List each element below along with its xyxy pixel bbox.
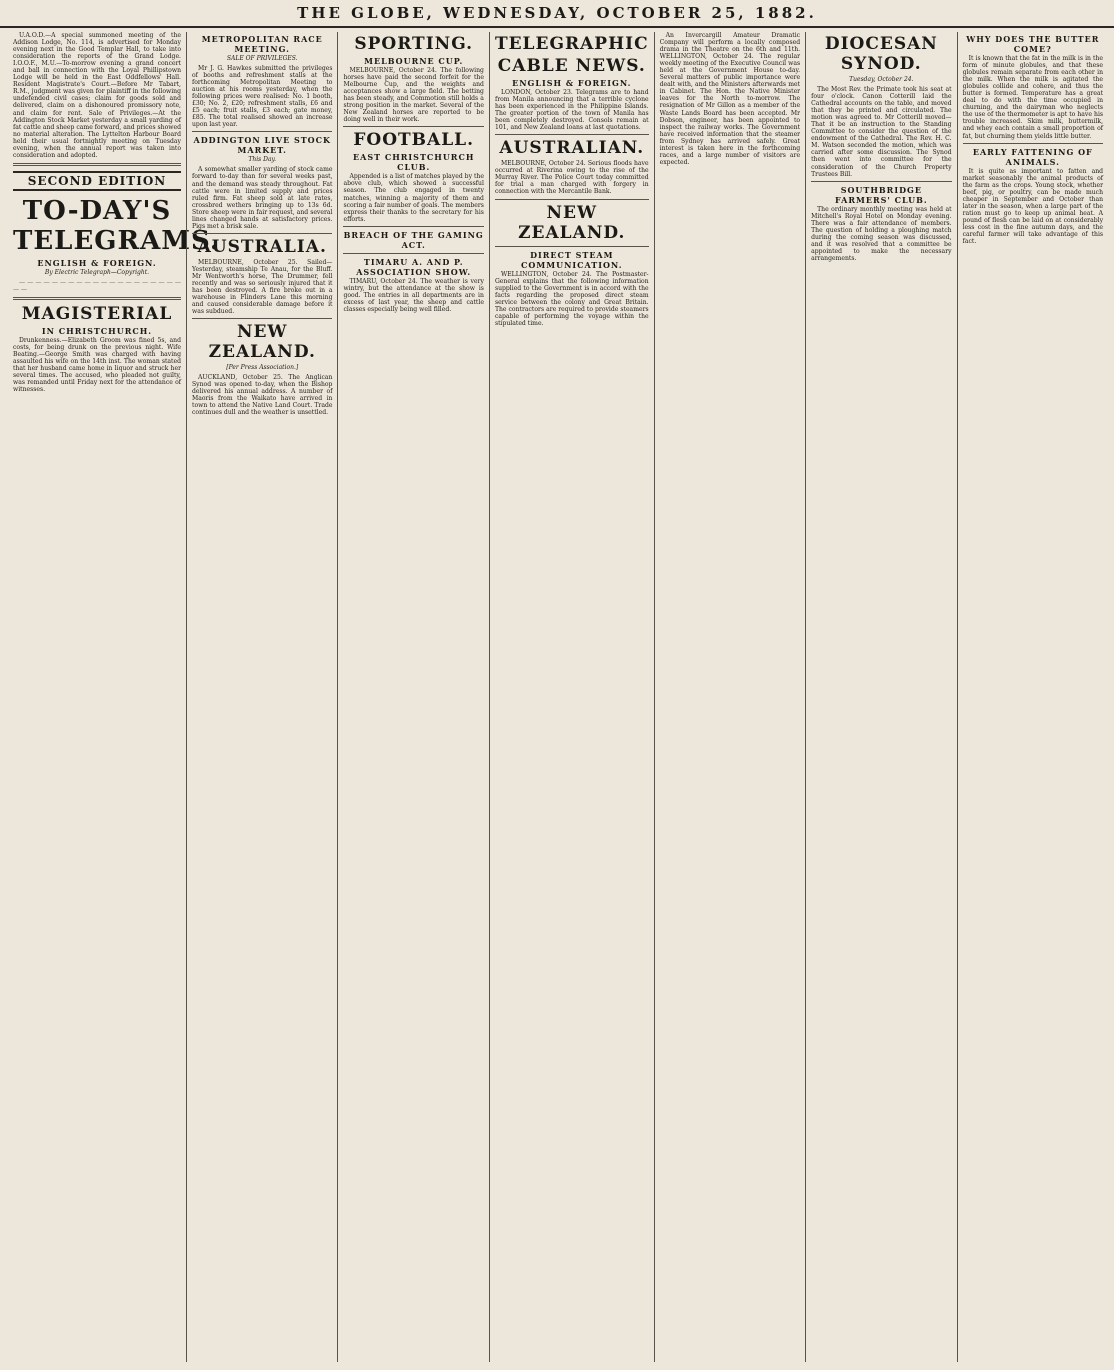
gaming-act-heading: BREACH OF THE GAMING ACT. xyxy=(343,229,484,250)
diocesan-synod-heading: DIOCESAN SYNOD. xyxy=(824,34,938,74)
new-zealand-heading-2: NEW ZEALAND. xyxy=(518,202,626,243)
southbridge-text: The ordinary monthly meeting was held at Mitchell's Royal Hotel on Monday evening. There was a fair attendance of members. The question of holding a ploughing match during the coming season was discussed, and it was resolved that a committee be appointed to make the necessary arrangements. xyxy=(811,205,952,262)
direct-steam-text: WELLINGTON, October 24. The Postmaster-General explains that the following information supplied to the Government is in accord with the facts regarding the proposed direct steam service between the colony and Great Britain. The contractors are required to provide steamers capable of performing the voyage within the stipulated time. xyxy=(494,270,649,327)
butter-heading: WHY DOES THE BUTTER COME? xyxy=(966,34,1100,54)
football-text: Appended is a list of matches played by the above club, which showed a successful season. The club engaged in twenty matches, winning a majority of them and scoring a fair number of goals. The members express their thanks to the secretary for his efforts. xyxy=(343,173,484,223)
press-association-line: [Per Press Association.] xyxy=(226,364,299,372)
australia-text: MELBOURNE, October 25. Sailed—Yesterday, steamship Te Anau, for the Bluff. Mr Wentworth's horse, The Drummer, fell recently and was so seriously injured that it has been destroyed. A fire broke out in a warehouse in Flinders Lane this morning and caused considerable damage before it was subdued. xyxy=(192,258,333,316)
christchurch-subheading: IN CHRISTCHURCH. xyxy=(41,325,153,336)
magisterial-heading: MAGISTERIAL xyxy=(21,303,173,324)
direct-steam-heading: DIRECT STEAM COMMUNICATION. xyxy=(521,249,623,270)
new-zealand-text: AUCKLAND, October 25. The Anglican Synod was opened to-day, when the Bishop delivered his annual address. A number of Maoris from the Waikato have arrived in town to attend the Native Land Court. Trade continues dull and the weather is unsettled. xyxy=(192,374,333,417)
column-6 xyxy=(805,32,956,1362)
masthead-title: THE GLOBE, WEDNESDAY, OCTOBER 25, 1882. xyxy=(297,4,817,22)
sporting-heading: SPORTING. xyxy=(354,34,474,54)
telegrams-heading: TO-DAY'S TELEGRAMS. xyxy=(13,195,220,256)
fattening-heading: EARLY FATTENING OF ANIMALS. xyxy=(972,146,1093,167)
butter-text: It is known that the fat in the milk is in the form of minute globules, and that these globules remain separate from each other in the milk. When the milk is agitated the globules collide and cohere, and thus the butter is formed. Temperature has a great deal to do with the time occupied in churning, and the dairyman who neglects the use of the thermometer is apt to have his trouble increased. Skim milk, buttermilk, and whey each contain a small proportion of fat, but churning them yields little butter. xyxy=(962,55,1104,140)
column-5 xyxy=(654,32,805,1362)
australian-heading: AUSTRALIAN. xyxy=(499,138,645,159)
new-zealand-heading: NEW ZEALAND. xyxy=(208,322,316,363)
column-2 xyxy=(186,32,337,1362)
australia-heading: AUSTRALIA. xyxy=(197,236,327,257)
cable-news-text: LONDON, October 23. Telegrams are to hand from Manila announcing that a terrible cyclone has been experienced in the Philippine Islands. The greater portion of the town of Manila has been completely destroyed. Consols remain at 101, and New Zealand loans at last quotations. xyxy=(494,89,649,132)
metropolitan-race-heading: METROPOLITAN RACE MEETING. xyxy=(201,34,323,54)
addington-heading: ADDINGTON LIVE STOCK MARKET. xyxy=(193,135,331,156)
synod-date-line: Tuesday, October 24. xyxy=(849,76,914,83)
sale-privileges-subheading: SALE OF PRIVILEGES. xyxy=(226,55,298,62)
column-7 xyxy=(957,32,1108,1362)
masthead xyxy=(0,0,1114,28)
second-edition-heading: SECOND EDITION xyxy=(13,171,181,191)
column-3 xyxy=(337,32,488,1362)
local-news-text: U.A.O.D.—A special summoned meeting of the Addison Lodge, No. 114, is advertised for Monday evening next in the Good Templar Hall, to take into consideration the reports of the Grand Lodge. I.O.O.F., M.U.—To-morrow evening a grand concert and ball in connection with the Loyal Phillipstown Lodge will be held in the East Oddfellows' Hall. Resident Magistrate's Court.—Before Mr Tabart, R.M., judgment was given for plaintiff in the following undefended civil cases; claim for goods sold and delivered, claim on a dishonoured promissory note, and claim for rent. Sale of Privileges.—At the Addington Stock Market yesterday a small yarding of fat cattle and sheep came forward, and prices showed no material alteration. The Lyttelton Harbour Board held their usual fortnightly meeting on Tuesday evening, when the annual report was taken into consideration and adopted. xyxy=(13,32,181,159)
this-day-line: This Day. xyxy=(248,156,277,164)
east-christchurch-heading: EAST CHRISTCHURCH CLUB. xyxy=(353,152,475,173)
column-1 xyxy=(8,32,220,1362)
fattening-text: It is quite as important to fatten and market seasonably the animal products of the farm as the crops. Young stock, whether beef, pig, or poultry, can be made much cheaper in September and October than later in the season, when a large part of the ration must go to keep up animal heat. A pound of flesh can be laid on at considerably less cost in the fine autumn days, and the careful farmer will take advantage of this fact. xyxy=(962,167,1104,246)
copyright-line: By Electric Telegraph—Copyright. xyxy=(44,268,150,276)
telegraphic-heading: TELEGRAPHIC xyxy=(494,34,649,54)
timaru-show-text: TIMARU, October 24. The weather is very wintry, but the attendance at the show is good. The entries in all departments are in excess of last year, the sheep and cattle classes especially being well filled. xyxy=(343,277,484,313)
magisterial-text: Drunkenness.—Elizabeth Groom was fined 5s, and costs, for being drunk on the previous night. Wife Beating.—George Smith was charged with having assaulted his wife on the 14th inst. The woman stated that her husband came home in liquor and struck her several times. The accused, who pleaded not guilty, was remanded until Friday next for the attendance of witnesses. xyxy=(13,336,181,394)
english-foreign-heading: ENGLISH & FOREIGN. xyxy=(37,257,157,268)
melbourne-cup-heading: MELBOURNE CUP. xyxy=(364,56,464,66)
race-text: Mr J. G. Hawkes submitted the privileges of booths and refreshment stalls at the forthcoming Metropolitan Meeting to auction at his rooms yesterday, when the following prices were realised: No. 1 booth, £30; No. 2, £20; refreshment stalls, £6 and £5 each; fruit stalls, £3 each; gate money, £85. The total realised showed an increase upon last year. xyxy=(192,65,333,129)
football-heading: FOOTBALL. xyxy=(353,130,475,151)
wellington-news-text: An Invercargill Amateur Dramatic Company will perform a locally composed drama in the Theatre on the 6th and 11th. WELLINGTON, October 24. The regular weekly meeting of the Executive Council was held at the Government House to-day. Several matters of public importance were dealt with, and the Ministers afterwards met in Cabinet. The Hon. the Native Minister leaves for the North to-morrow. The resignation of Mr Gillon as a member of the Waste Lands Board has been accepted. Mr Dobson, engineer, has been appointed to inspect the railway works. The Government have received information that the steamer from Sydney has arrived safely. Great interest is taken here in the forthcoming races, and a large number of visitors are expected. xyxy=(659,32,801,166)
addington-text: A somewhat smaller yarding of stock came forward to-day than for several weeks past, and the demand was steady throughout. Fat cattle were in limited supply and prices ruled firm. Fat sheep sold at late rates, crossbred wethers bringing up to 13s 6d. Store sheep were in fair request, and several lines changed hands at satisfactory prices. Pigs met a brisk sale. xyxy=(192,166,333,230)
australian-text: MELBOURNE, October 24. Serious floods have occurred at Riverina owing to the rise of the Murray River. The Police Court today committed for trial a man charged with forgery in connection with the Mercantile Bank. xyxy=(494,160,649,196)
column-4 xyxy=(489,32,654,1362)
column-1-filler-text: — — — — — — — — — — — — — — — — — — — — — — xyxy=(13,278,181,293)
timaru-show-heading: TIMARU A. AND P. ASSOCIATION SHOW. xyxy=(356,256,472,277)
melbourne-cup-text: MELBOURNE, October 24. The following horses have paid the second forfeit for the Melbourne Cup, and the weights and acceptances show a large field. The betting has been steady, and Commotion still holds a strong position in the market. Several of the New Zealand horses are reported to be doing well in their work. xyxy=(343,67,484,124)
southbridge-heading: SOUTHBRIDGE FARMERS' CLUB. xyxy=(834,184,928,205)
columns xyxy=(8,32,1108,1362)
synod-text: The Most Rev. the Primate took his seat at four o'clock. Canon Cotterill laid the Cathedral accounts on the table, and moved that they be printed and circulated. The motion was agreed to. Mr Cotterill moved—That it be an instruction to the Standing Committee to consider the question of the endowment of the Cathedral. The Rev. H. C. M. Watson seconded the motion, which was carried after some discussion. The Synod then went into committee for the consideration of the Church Property Trustees Bill. xyxy=(811,86,952,178)
english-foreign-heading-2: ENGLISH & FOREIGN. xyxy=(512,78,632,88)
cable-news-heading: CABLE NEWS. xyxy=(497,56,646,76)
